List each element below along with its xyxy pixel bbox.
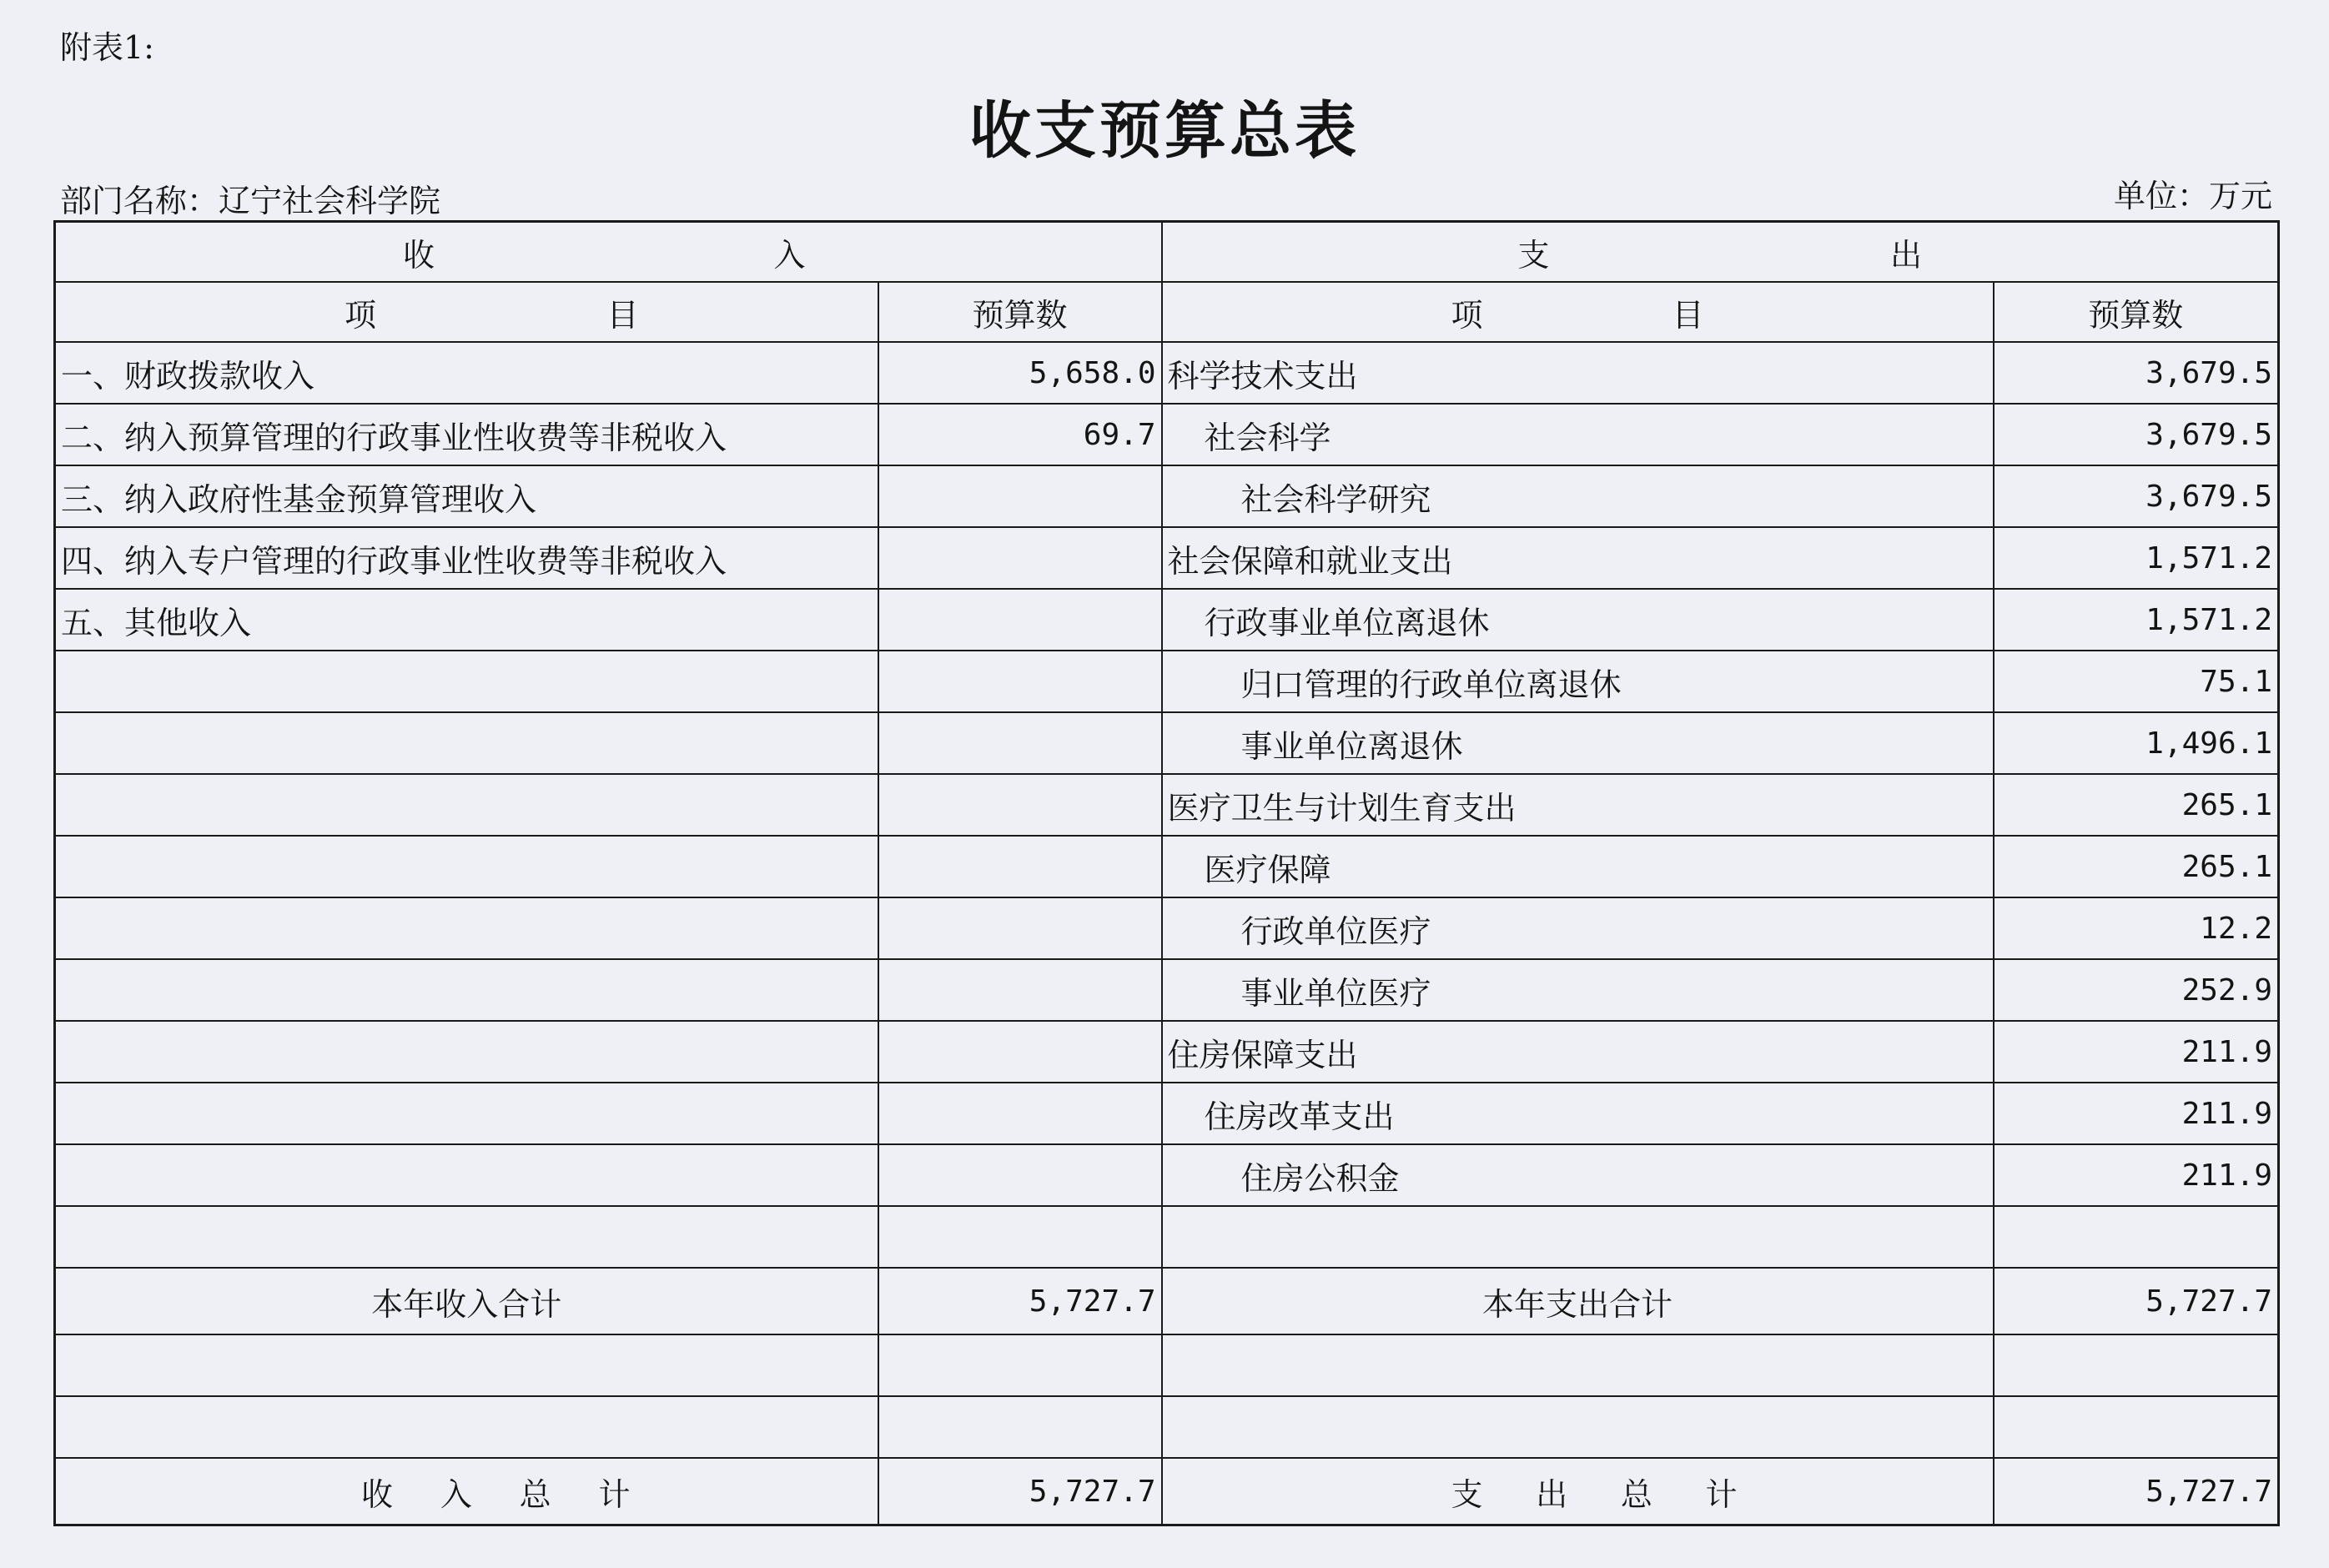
grand-expense-char: 总 — [1620, 1475, 1652, 1513]
table-row — [55, 527, 2279, 589]
income-value-empty — [878, 712, 1162, 774]
income-item: 一、财政拨款收入 — [55, 342, 878, 404]
budget-table — [53, 220, 2280, 1526]
income-item-header — [55, 282, 878, 342]
expense-item: 住房公积金 — [1162, 1144, 1994, 1206]
expense-item: 住房改革支出 — [1162, 1083, 1994, 1144]
empty-cell — [55, 1206, 878, 1268]
income-item-empty — [55, 897, 878, 959]
expense-value: 211.9 — [1994, 1021, 2279, 1083]
expense-value: 265.1 — [1994, 836, 2279, 897]
expense-item-header — [1162, 282, 1994, 342]
expense-header-char-1: 支 — [1517, 236, 1550, 274]
page-title: 收支预算总表 — [969, 95, 1360, 167]
annual-expense-label: 本年支出合计 — [1162, 1268, 1994, 1334]
grand-expense-value: 5,727.7 — [1994, 1458, 2279, 1525]
empty-cell — [878, 1334, 1162, 1396]
income-value-empty — [878, 1083, 1162, 1144]
expense-item: 社会科学 — [1162, 404, 1994, 465]
expense-value: 3,679.5 — [1994, 342, 2279, 404]
table-row — [55, 1021, 2279, 1083]
grand-expense-label — [1162, 1458, 1994, 1525]
grand-expense-char: 出 — [1536, 1475, 1568, 1513]
empty-cell — [1162, 1334, 1994, 1396]
income-item-empty — [55, 1144, 878, 1206]
income-value: 69.7 — [878, 404, 1162, 465]
table-row — [55, 465, 2279, 527]
expense-value: 3,679.5 — [1994, 404, 2279, 465]
grand-income-char: 总 — [519, 1475, 551, 1513]
expense-item: 事业单位医疗 — [1162, 959, 1994, 1021]
expense-item: 医疗保障 — [1162, 836, 1994, 897]
section-header-row — [55, 222, 2279, 283]
expense-value: 75.1 — [1994, 651, 2279, 712]
income-value-empty — [878, 1144, 1162, 1206]
expense-budget-header: 预算数 — [1994, 282, 2279, 342]
table-row — [55, 404, 2279, 465]
expense-item: 归口管理的行政单位离退休 — [1162, 651, 1994, 712]
expense-section-header — [1162, 222, 2279, 283]
expense-item: 行政事业单位离退休 — [1162, 589, 1994, 651]
grand-income-char: 入 — [440, 1475, 472, 1513]
income-value — [878, 465, 1162, 527]
income-value-empty — [878, 836, 1162, 897]
income-item-empty — [55, 651, 878, 712]
income-item: 五、其他收入 — [55, 589, 878, 651]
table-row-empty — [55, 1334, 2279, 1396]
income-value — [878, 527, 1162, 589]
expense-value: 3,679.5 — [1994, 465, 2279, 527]
grand-income-value: 5,727.7 — [878, 1458, 1162, 1525]
item-header-char-1: 项 — [1451, 296, 1483, 334]
expense-item: 事业单位离退休 — [1162, 712, 1994, 774]
expense-item: 社会保障和就业支出 — [1162, 527, 1994, 589]
expense-item: 住房保障支出 — [1162, 1021, 1994, 1083]
expense-value: 265.1 — [1994, 774, 2279, 836]
item-header-char-2: 目 — [1672, 296, 1704, 334]
expense-header-char-2: 出 — [1889, 236, 1922, 274]
income-value-empty — [878, 774, 1162, 836]
income-item-empty — [55, 836, 878, 897]
table-row — [55, 897, 2279, 959]
table-row — [55, 342, 2279, 404]
income-item-empty — [55, 1021, 878, 1083]
income-header-char-2: 入 — [773, 236, 806, 274]
column-header-row — [55, 282, 2279, 342]
empty-cell — [55, 1334, 878, 1396]
empty-cell — [1994, 1334, 2279, 1396]
expense-value: 1,571.2 — [1994, 527, 2279, 589]
table-row — [55, 1144, 2279, 1206]
grand-total-row — [55, 1458, 2279, 1525]
expense-item: 社会科学研究 — [1162, 465, 1994, 527]
empty-cell — [1994, 1396, 2279, 1458]
table-row — [55, 836, 2279, 897]
annual-expense-value: 5,727.7 — [1994, 1268, 2279, 1334]
grand-income-char: 收 — [361, 1475, 394, 1513]
table-row — [55, 959, 2279, 1021]
expense-value: 1,496.1 — [1994, 712, 2279, 774]
income-value — [878, 589, 1162, 651]
unit-label: 单位：万元 — [2113, 178, 2272, 214]
expense-value: 211.9 — [1994, 1144, 2279, 1206]
table-row — [55, 712, 2279, 774]
annex-label: 附表1: — [60, 29, 154, 66]
empty-cell — [1162, 1206, 1994, 1268]
table-row — [55, 651, 2279, 712]
grand-expense-char: 支 — [1451, 1475, 1483, 1513]
grand-income-label — [55, 1458, 878, 1525]
income-item-empty — [55, 774, 878, 836]
table-row-empty — [55, 1396, 2279, 1458]
income-item: 四、纳入专户管理的行政事业性收费等非税收入 — [55, 527, 878, 589]
expense-item: 医疗卫生与计划生育支出 — [1162, 774, 1994, 836]
table-row-empty — [55, 1206, 2279, 1268]
empty-cell — [1162, 1396, 1994, 1458]
income-item: 二、纳入预算管理的行政事业性收费等非税收入 — [55, 404, 878, 465]
annual-income-value: 5,727.7 — [878, 1268, 1162, 1334]
expense-item: 科学技术支出 — [1162, 342, 1994, 404]
income-value-empty — [878, 651, 1162, 712]
income-budget-header: 预算数 — [878, 282, 1162, 342]
income-item-empty — [55, 959, 878, 1021]
expense-value: 12.2 — [1994, 897, 2279, 959]
empty-cell — [1994, 1206, 2279, 1268]
income-value-empty — [878, 959, 1162, 1021]
annual-income-label: 本年收入合计 — [55, 1268, 878, 1334]
table-row — [55, 589, 2279, 651]
table-row — [55, 774, 2279, 836]
expense-item: 行政单位医疗 — [1162, 897, 1994, 959]
income-item: 三、纳入政府性基金预算管理收入 — [55, 465, 878, 527]
empty-cell — [55, 1396, 878, 1458]
item-header-char-1: 项 — [345, 296, 377, 334]
expense-value: 252.9 — [1994, 959, 2279, 1021]
item-header-char-2: 目 — [606, 296, 639, 334]
income-header-char-1: 收 — [403, 236, 435, 274]
income-value-empty — [878, 897, 1162, 959]
table-row — [55, 1083, 2279, 1144]
expense-value: 211.9 — [1994, 1083, 2279, 1144]
annual-total-row — [55, 1268, 2279, 1334]
grand-expense-char: 计 — [1705, 1475, 1738, 1513]
empty-cell — [878, 1206, 1162, 1268]
expense-value: 1,571.2 — [1994, 589, 2279, 651]
income-item-empty — [55, 712, 878, 774]
income-section-header — [55, 222, 1162, 283]
department-name: 部门名称：辽宁社会科学院 — [60, 183, 441, 219]
empty-cell — [878, 1396, 1162, 1458]
grand-income-char: 计 — [598, 1475, 631, 1513]
income-value: 5,658.0 — [878, 342, 1162, 404]
income-value-empty — [878, 1021, 1162, 1083]
income-item-empty — [55, 1083, 878, 1144]
